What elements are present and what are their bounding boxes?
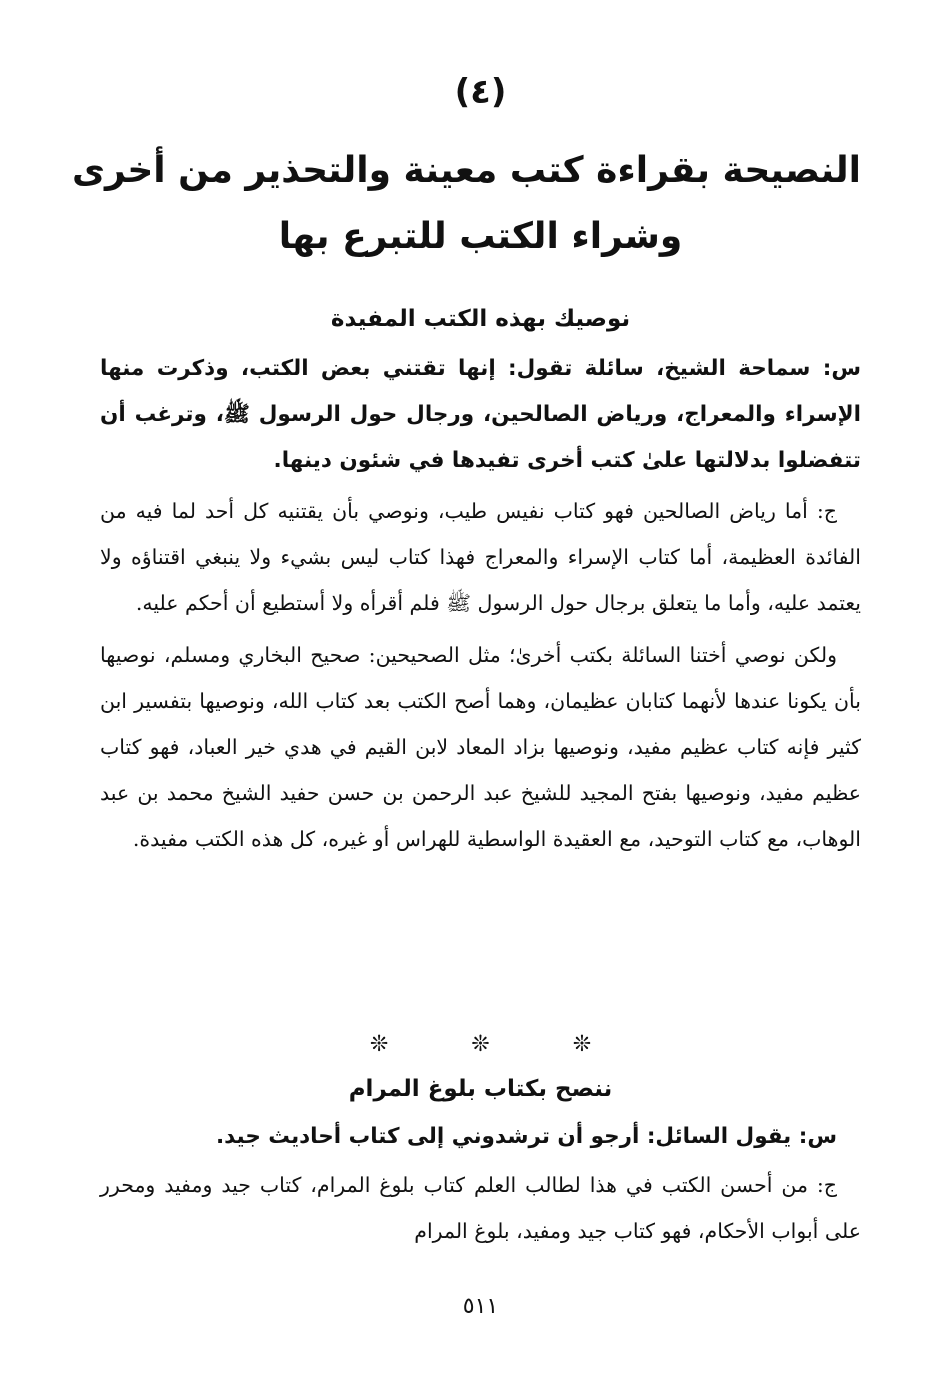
- question-paragraph: س: سماحة الشيخ، سائلة تقول: إنها تقتني بعض الكتب، وذكرت منها الإسراء والمعراج، ورياض الصالحين، ورجال حول الرسول ﷺ، وترغب أن تتفضلوا بدلالتها علىٰ كتب أخرى تفيدها في شئون دينها.: [100, 356, 861, 473]
- section-recommend-books: [100, 306, 861, 862]
- answer-paragraph: ولكن نوصي أختنا السائلة بكتب أخرىٰ؛ مثل الصحيحين: صحيح البخاري ومسلم، نوصيها بأن يكونا عندها لأنهما كتابان عظيمان، وهما أصح الكتب بعد كتاب الله، ونوصيها بتفسير ابن كثير فإنه كتاب عظيم مفيد، ونوصيها بزاد المعاد لابن القيم في هدي خير العباد، فهو كتاب عظيم مفيد، ونوصيها بفتح المجيد للشيخ عبد الرحمن بن حسن حفيد الشيخ محمد بن عبد الوهاب، مع كتاب التوحيد، مع العقيدة الواسطية للهراس أو غيره، كل هذه الكتب مفيدة.: [100, 643, 861, 851]
- section-separator: [100, 1032, 861, 1057]
- section-heading: نوصيك بهذه الكتب المفيدة: [330, 306, 631, 332]
- answer-paragraph: ج: أما رياض الصالحين فهو كتاب نفيس طيب، ونوصي بأن يقتنيه كل أحد لما فيه من الفائدة العظيمة، أما كتاب الإسراء والمعراج فهذا كتاب ليس بشيء ولا ينبغي اقتناؤه ولا يعتمد عليه، وأما ما يتعلق برجال حول الرسول ﷺ فلم أقرأه ولا أستطيع أن أحكم عليه.: [100, 499, 861, 615]
- chapter-title: [71, 138, 861, 270]
- section-heading: ننصح بكتاب بلوغ المرام: [348, 1076, 613, 1102]
- answer-paragraph: ج: من أحسن الكتب في هذا لطالب العلم كتاب بلوغ المرام، كتاب جيد ومفيد ومحرر على أبواب الأحكام، فهو كتاب جيد ومفيد، بلوغ المرام: [100, 1173, 861, 1243]
- page-number: ٥١١: [462, 1294, 499, 1319]
- question-paragraph: س: يقول السائل: أرجو أن ترشدوني إلى كتاب أحاديث جيد.: [215, 1124, 837, 1149]
- book-page: [71, 0, 861, 1381]
- star-ornament-icon: ❊: [369, 1032, 389, 1057]
- star-ornament-icon: ❊: [572, 1032, 592, 1057]
- chapter-number: (٤): [454, 72, 507, 112]
- chapter-title-line-2: وشراء الكتب للتبرع بها: [278, 216, 683, 257]
- section-bulugh-al-maram: [100, 1076, 861, 1254]
- chapter-title-line-1: النصيحة بقراءة كتب معينة والتحذير من أخرى: [71, 150, 861, 191]
- star-ornament-icon: ❊: [471, 1032, 490, 1057]
